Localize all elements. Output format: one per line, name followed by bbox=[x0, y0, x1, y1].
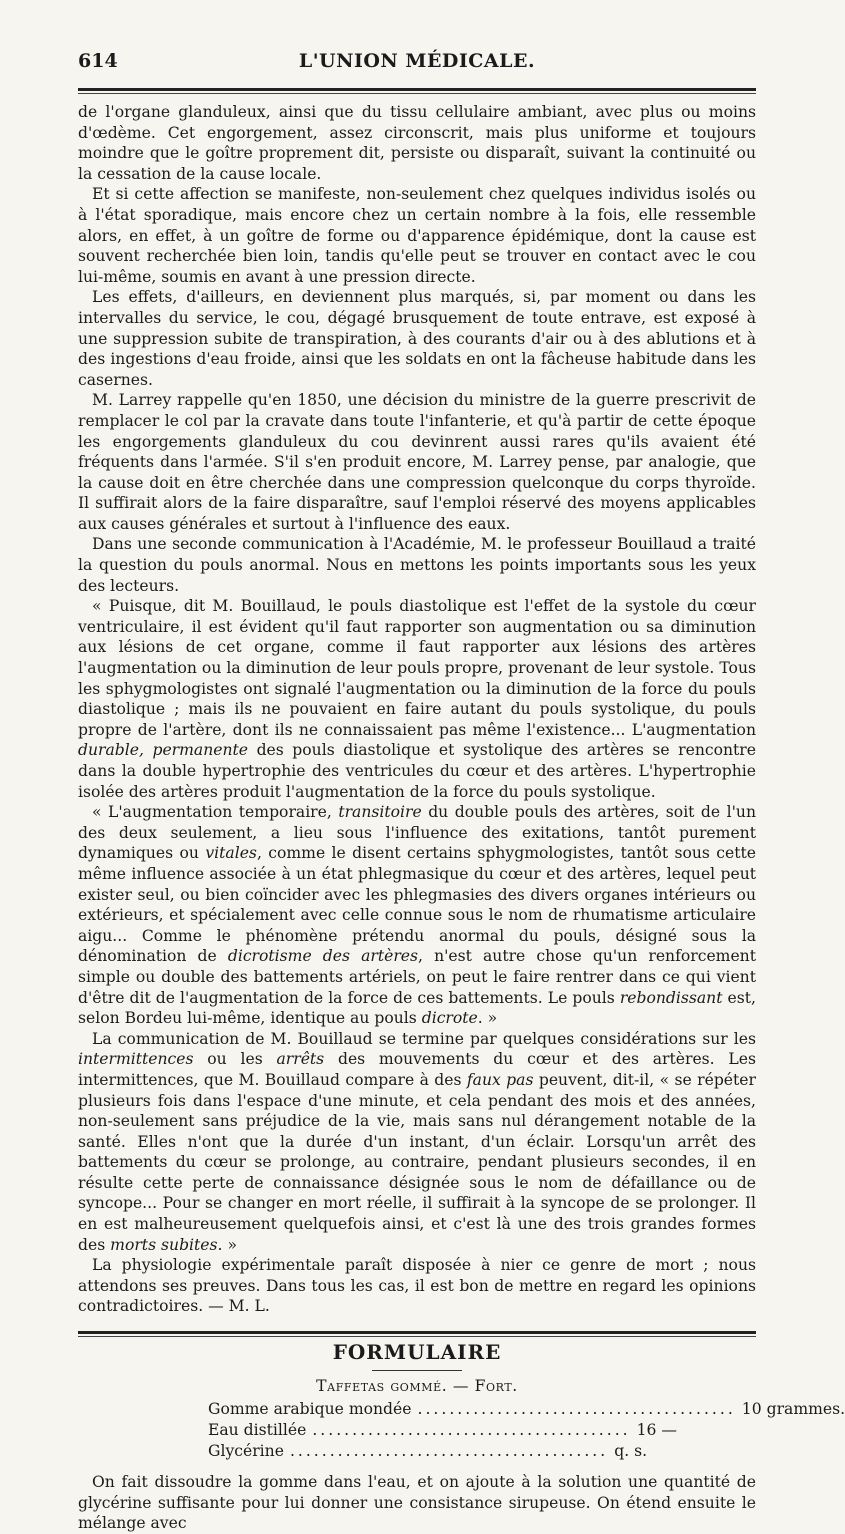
text-run: « L'augmentation temporaire, bbox=[92, 803, 339, 822]
italic-run: intermittences bbox=[78, 1050, 194, 1069]
italic-run: vitales bbox=[205, 844, 257, 863]
paragraph: Dans une seconde communication à l'Académie, M. le professeur Bouillaud a traité la question du pouls anormal. Nous en mettons les points importants sous les yeux des lecteurs. bbox=[78, 535, 756, 595]
paragraph: de l'organe glanduleux, ainsi que du tissu cellulaire ambiant, avec plus ou moins d'œdème. Cet engorgement, assez circonscrit, mais plus uniforme et toujours moindre que le goître proprement dit, persiste ou disparaît, suivant la continuité ou la cessation de la cause locale. bbox=[78, 103, 756, 183]
title-rule bbox=[372, 1370, 462, 1371]
section-title: FORMULAIRE bbox=[332, 1340, 502, 1365]
paragraph bbox=[78, 596, 756, 802]
ingredient-quantity: 10 grammes. bbox=[741, 1400, 845, 1419]
text-run: des pouls diastolique et systolique des artères se rencontre dans la double hypertrophie des ventricules du cœur et des artères. L'hypertrophie isolée des artères produit l'augmentation de la force du pouls systolique. bbox=[78, 741, 756, 801]
text-run: . » bbox=[477, 1009, 498, 1028]
recipe-instructions: On fait dissoudre la gomme dans l'eau, et on ajoute à la solution une quantité de glycérine suffisante pour lui donner une consistance sirupeuse. On étend ensuite le mélange avec bbox=[78, 1473, 756, 1533]
italic-run: rebondissant bbox=[619, 988, 723, 1007]
running-title: L'UNION MÉDICALE. bbox=[298, 50, 536, 72]
text-run: « Puisque, dit M. Bouillaud, le pouls diastolique est l'effet de la systole du cœur ventriculaire, il est évident qu'il faut rapporter son augmentation ou sa diminution aux lésions de cet organe, comme il faut rapporter aux lésions des artères l'augmentation ou la diminution de leur pouls propre, provenant de leur systole. Tous les sphygmologistes ont signalé l'augmentation ou la diminution de la force du pouls diastolique ; mais ils ne pouvaient en faire autant du pouls systolique, du pouls propre de l'artère, dont ils ne connaissaient pas même l'existence... L'augmentation bbox=[78, 597, 756, 739]
ingredient-name: Glycérine bbox=[208, 1442, 284, 1461]
paragraph: Les effets, d'ailleurs, en deviennent plus marqués, si, par moment ou dans les intervalles du service, le cou, dégagé brusquement de toute entrave, est exposé à une suppression subite de transpiration, à des courants d'air ou à des ablutions et à des ingestions d'eau froide, ainsi que les soldats en ont la fâcheuse habitude dans les casernes. bbox=[78, 288, 756, 389]
paragraph: La physiologie expérimentale paraît disposée à nier ce genre de mort ; nous attendons ses preuves. Dans tous les cas, il est bon de mettre en regard les opinions contradictoires. — M. L. bbox=[78, 1256, 756, 1316]
ingredient-quantity: 16 — bbox=[636, 1421, 678, 1440]
text-run: , n'est autre chose qu'un renforcement simple ou double des battements artériels, on peut le faire rentrer dans ce qui vient d'être dit de l'augmentation de la force de ces battements. Le pouls bbox=[78, 947, 756, 1007]
header-rule bbox=[78, 88, 756, 91]
ingredient-row bbox=[208, 1420, 678, 1441]
text-run: du double pouls des artères, soit de l'un des deux seulement, a lieu sous l'influence des exitations, tantôt purement dynamiques ou bbox=[78, 803, 756, 863]
ingredient-name: Gomme arabique mondée bbox=[208, 1400, 412, 1419]
text-run: des mouvements du cœur et des artères. Les intermittences, que M. Bouillaud compare à des bbox=[78, 1050, 756, 1089]
paragraph bbox=[78, 802, 756, 1029]
leader-dots: ........................................ bbox=[289, 1442, 609, 1461]
italic-run: arrêts bbox=[276, 1050, 325, 1069]
text-run: peuvent, dit-il, « se répéter plusieurs fois dans l'espace d'une minute, et cela pendant des mois et des années, non-seulement sans préjudice de la vie, mais sans nul dérangement notable de la santé. Elles n'ont que la durée d'un instant, d'un éclair. Lorsqu'un arrêt des battements du cœur se prolonge, au contraire, pendant plusieurs secondes, il en résulte cette perte de connaissance désignée sous le nom de défaillance ou de syncope... Pour se changer en mort réelle, il suffirait à la syncope de se prolonger. Il en est malheureusement quelquefois ainsi, et c'est là une des trois grandes formes des bbox=[78, 1070, 756, 1254]
paragraph: M. Larrey rappelle qu'en 1850, une décision du ministre de la guerre prescrivit de remplacer le col par la cravate dans toute l'infanterie, et qu'à partir de cette époque les engorgements glanduleux du cou devinrent aussi rares qu'ils avaient été fréquents dans l'armée. S'il s'en produit encore, M. Larrey pense, par analogie, que la cause doit en être cherchée dans une compression quelconque du corps thyroïde. Il suffirait alors de la faire disparaître, sauf l'emploi réservé des moyens applicables aux causes générales et surtout à l'influence des eaux. bbox=[78, 391, 756, 533]
page-header bbox=[78, 0, 756, 86]
ingredient-row bbox=[208, 1441, 648, 1462]
leader-dots: ........................................ bbox=[417, 1400, 736, 1419]
italic-run: transitoire bbox=[338, 803, 422, 822]
text-run: . » bbox=[217, 1235, 238, 1254]
article-body bbox=[78, 102, 756, 1317]
italic-run: dicrotisme des artères bbox=[227, 947, 419, 966]
italic-run: faux pas bbox=[466, 1070, 534, 1089]
text-run: , comme le disent certains sphygmologistes, tantôt sous cette même influence associée à un état phlegmasique du cœur et des artères, lequel peut exister seul, ou bien coïncider avec les phlegmasies des divers organes intérieurs ou extérieurs, et spécialement avec celle connue sous le nom de rhumatisme articulaire aigu... Comme le phénomène prétendu anormal du pouls, désigné sous la dénomination de bbox=[78, 844, 756, 966]
text-run: La communication de M. Bouillaud se termine par quelques considérations sur les bbox=[92, 1029, 756, 1048]
ingredient-name: Eau distillée bbox=[208, 1421, 307, 1440]
section-rule bbox=[78, 1331, 756, 1334]
ingredient-list bbox=[208, 1399, 845, 1462]
text-run: est, selon Bordeu lui-même, identique au pouls bbox=[78, 988, 756, 1028]
recipe-title: Taffetas gommé. — Fort. bbox=[316, 1377, 518, 1396]
ingredient-row bbox=[208, 1399, 845, 1420]
italic-run: durable, permanente bbox=[78, 741, 249, 760]
paragraph bbox=[78, 1029, 756, 1256]
text-run: ou les bbox=[193, 1050, 277, 1069]
paragraph: Et si cette affection se manifeste, non-seulement chez quelques individus isolés ou à l'état sporadique, mais encore chez un certain nombre à la fois, elle ressemble alors, en effet, à un goître de forme ou d'apparence épidémique, dont la cause est souvent recherchée bien loin, tandis qu'elle peut se trouver en contact avec le cou lui-même, soumis en avant à une pression directe. bbox=[78, 185, 756, 286]
page-number: 614 bbox=[78, 50, 118, 72]
italic-run: dicrote bbox=[421, 1009, 478, 1028]
ingredient-quantity: q. s. bbox=[614, 1442, 648, 1461]
italic-run: morts subites bbox=[110, 1235, 218, 1254]
leader-dots: ........................................ bbox=[312, 1421, 631, 1440]
